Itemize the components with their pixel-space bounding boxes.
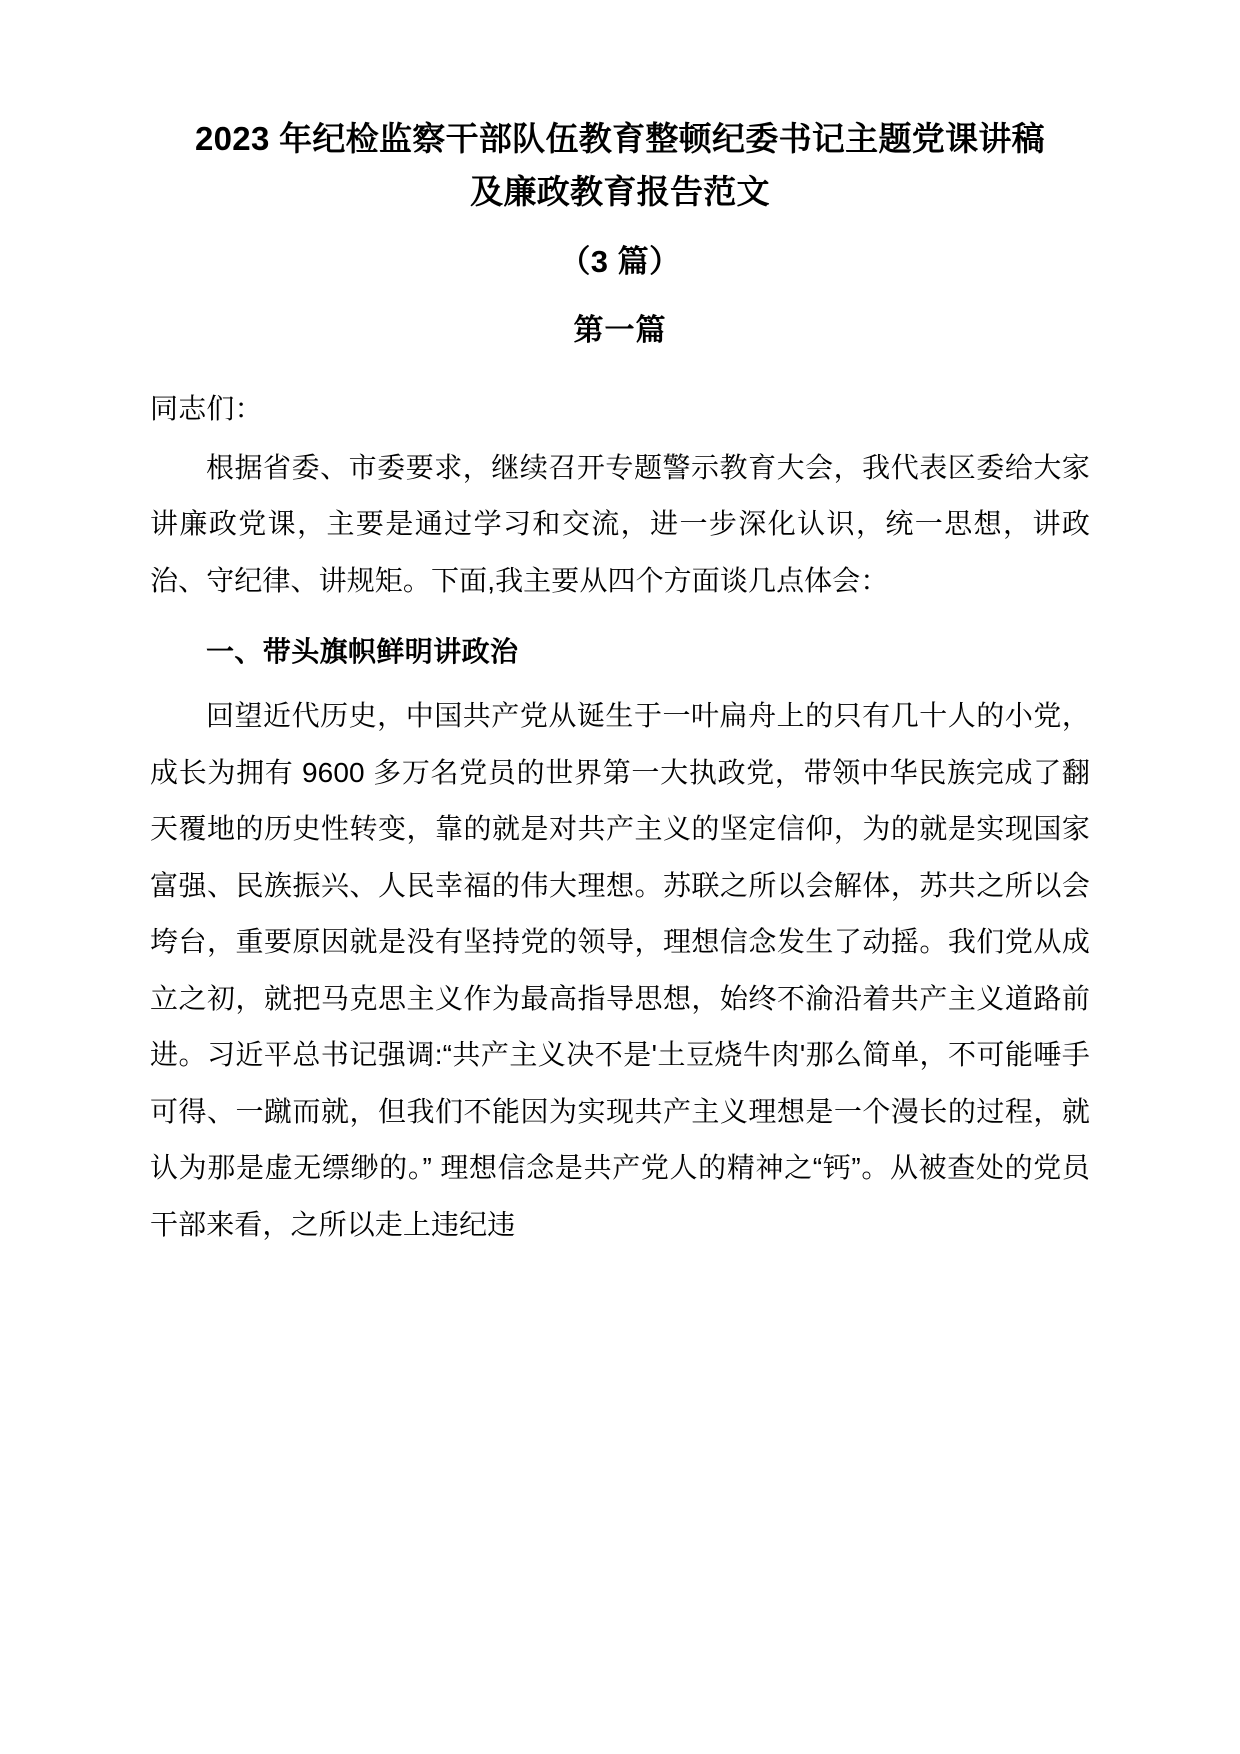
document-title-line-1: 2023 年纪检监察干部队伍教育整顿纪委书记主题党课讲稿: [195, 120, 1045, 157]
document-title: [150, 112, 1090, 219]
document-title-line-2: 及廉政教育报告范文: [470, 173, 770, 211]
paragraph-body: 回望近代历史，中国共产党从诞生于一叶扁舟上的只有几十人的小党，成长为拥有 9600 多万名党员的世界第一大执政党，带领中华民族完成了翻天覆地的历史性转变，靠的就是对共产主义的坚定信仰，为的就是实现国家富强、民族振兴、人民幸福的伟大理想。苏联之所以会解体，苏共之所以会垮台，重要原因就是没有坚持党的领导，理想信念发生了动摇。我们党从成立之初，就把马克思主义作为最高指导思想，始终不渝沿着共产主义道路前进。习近平总书记强调:“共产主义决不是'土豆烧牛肉'那么简单，不可能唾手可得、一蹴而就，但我们不能因为实现共产主义理想是一个漫长的过程，就认为那是虚无缥缈的。” 理想信念是共产党人的精神之“钙”。从被查处的党员干部来看，之所以走上违纪违: [150, 700, 1090, 1240]
document-count-label: （3 篇）: [559, 243, 681, 279]
paragraph-intro: 根据省委、市委要求，继续召开专题警示教育大会，我代表区委给大家讲廉政党课，主要是通过学习和交流，进一步深化认识，统一思想，讲政治、守纪律、讲规矩。下面,我主要从四个方面谈几点体会：: [150, 451, 1090, 596]
document-section-number: 第一篇: [573, 313, 667, 347]
section-heading-one: 一、带头旗帜鲜明讲政治: [206, 635, 519, 667]
salutation: 同志们：: [150, 392, 263, 424]
